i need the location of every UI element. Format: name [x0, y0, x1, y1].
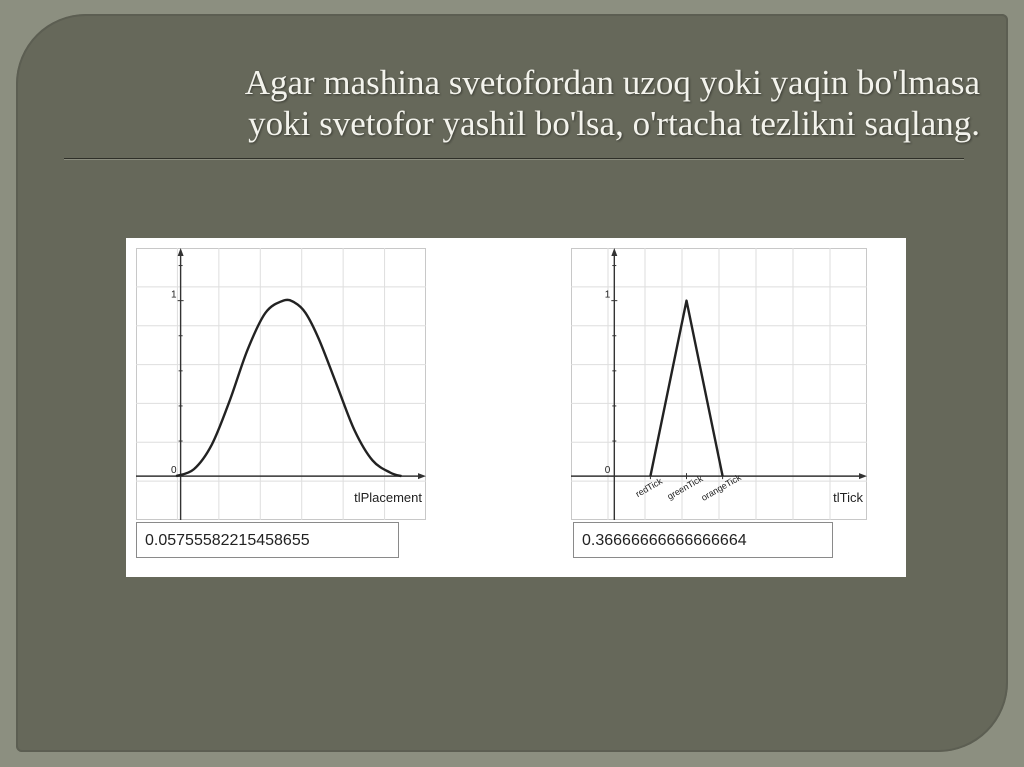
y-tick-label: 0	[604, 465, 611, 477]
chart-right	[571, 248, 867, 520]
right-value-field[interactable]	[573, 522, 833, 558]
slide-title	[60, 62, 980, 144]
x-tick-label: orangeTick	[699, 472, 743, 503]
charts-panel	[126, 238, 906, 577]
y-tick-label: 0	[171, 465, 177, 477]
x-tick-label: redTick	[633, 475, 665, 500]
x-tick-label: greenTick	[665, 473, 705, 502]
left-value-text: 0.05755582215458655	[145, 532, 310, 549]
title-underline	[64, 158, 964, 159]
plot-border	[137, 249, 426, 520]
title-line-1: Agar mashina svetofordan uzoq yoki yaqin bo'lmasa	[244, 63, 980, 102]
x-axis-label: tlPlacement	[354, 490, 422, 506]
right-value-text: 0.36666666666666664	[582, 532, 747, 549]
chart-left	[136, 248, 426, 520]
y-tick-label: 1	[604, 289, 611, 301]
y-tick-label: 1	[171, 289, 177, 301]
title-line-2: yoki svetofor yashil bo'lsa, o'rtacha tezlikni saqlang.	[248, 104, 980, 143]
x-axis-label: tlTick	[833, 490, 863, 506]
left-value-field[interactable]	[136, 522, 399, 558]
